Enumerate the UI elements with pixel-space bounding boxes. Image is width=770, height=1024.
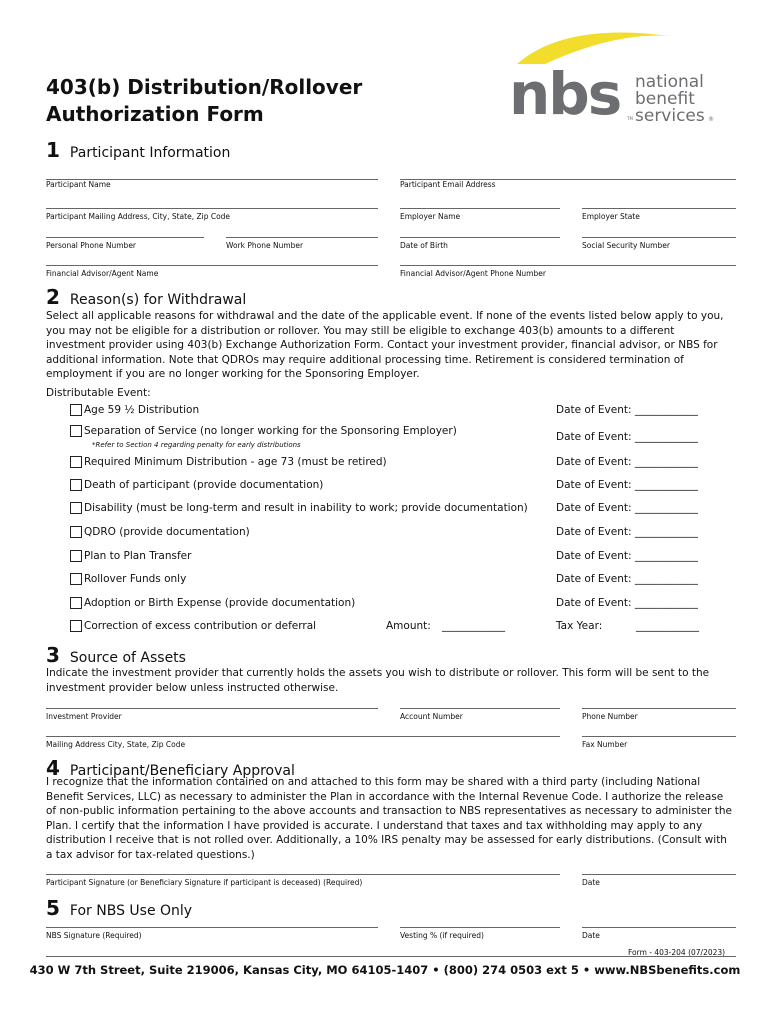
work-phone-field[interactable]: Work Phone Number — [226, 237, 378, 250]
footer-contact: 430 W 7th Street, Suite 219006, Kansas City, MO 64105-1407 • (800) 274 0503 ext 5 • www.NBSbenefits.com — [29, 963, 741, 977]
nbs-logo — [505, 22, 725, 132]
section-2-heading — [46, 285, 246, 309]
vesting-field[interactable]: Vesting % (if required) — [400, 927, 560, 940]
event-row-disability — [70, 502, 720, 520]
form-title-line2: Authorization Form — [46, 102, 264, 126]
logo-line3: services — [635, 106, 705, 126]
checkbox[interactable] — [70, 502, 82, 514]
section-3-title: Source of Assets — [69, 650, 186, 666]
logo-line2: benefit — [635, 89, 695, 109]
section-5-number: 5 — [46, 896, 60, 920]
section-3-heading — [46, 643, 186, 667]
date-of-event-field[interactable]: Date of Event: ____________ — [556, 526, 698, 538]
date-of-event-field[interactable]: Date of Event: ____________ — [556, 597, 698, 609]
event-label: Correction of excess contribution or deferral — [84, 620, 317, 632]
employer-state-field[interactable]: Employer State — [582, 208, 736, 221]
event-label: Age 59 ½ Distribution — [84, 404, 200, 416]
employer-name-field[interactable]: Employer Name — [400, 208, 560, 221]
tax-year-label: Tax Year: — [556, 620, 603, 632]
section-4-number: 4 — [46, 756, 60, 780]
advisor-name-field[interactable]: Financial Advisor/Agent Name — [46, 265, 378, 278]
distributable-event-label: Distributable Event: — [46, 387, 151, 399]
event-label: Separation of Service (no longer working for the Sponsoring Employer) — [84, 425, 457, 437]
advisor-phone-field[interactable]: Financial Advisor/Agent Phone Number — [400, 265, 736, 278]
date-of-event-field[interactable]: Date of Event: ____________ — [556, 479, 698, 491]
checkbox[interactable] — [70, 479, 82, 491]
event-row-transfer — [70, 550, 720, 568]
amount-field[interactable]: ____________ — [442, 620, 505, 632]
checkbox[interactable] — [70, 456, 82, 468]
section-2-intro: Select all applicable reasons for withdrawal and the date of the applicable event. If none of the events listed below apply to you, you may not be eligible for a distribution or rollover. You may still be eligible to exchange 403(b) amounts to a different investment provider using 403(b) Exchange Authorization Form. Contact your investment provider, financial advisor, or NBS for additional information. Note that QDROs may require additional processing time. Retirement is considered termination of employment if you are no longer working for the Sponsoring Employer. — [46, 310, 724, 381]
date-of-event-field[interactable]: Date of Event: ____________ — [556, 431, 698, 443]
event-row-qdro — [70, 526, 720, 544]
event-row-death — [70, 479, 720, 497]
section-5-title: For NBS Use Only — [69, 903, 193, 919]
checkbox[interactable] — [70, 526, 82, 538]
section-3-intro: Indicate the investment provider that currently holds the assets you wish to distribute or rollover. This form will be sent to the investment provider below unless instructed otherwise. — [46, 667, 710, 694]
date-of-event-field[interactable]: Date of Event: ____________ — [556, 456, 698, 468]
account-number-field[interactable]: Account Number — [400, 708, 560, 721]
event-row-separation — [70, 425, 720, 449]
section-5-heading — [46, 896, 192, 920]
form-number: Form - 403-204 (07/2023) — [628, 948, 726, 957]
logo-wordmark: nbs — [509, 60, 621, 128]
event-label: QDRO (provide documentation) — [84, 526, 250, 538]
section-4-text: I recognize that the information contained on and attached to this form may be shared with a third party (including National Benefit Services, LLC) as necessary to administer the Plan in accordance with the Internal Revenue Code. I authorize the release of non-public information pertaining to the above accounts and transaction to NBS representatives as necessary to administer the Plan. I certify that the information I have provided is accurate. I understand that taxes and tax withholding may apply to any distribution I receive that is not rolled over. Additionally, a 10% IRS penalty may be assessed for early distributions. (Consult with a tax advisor for tax-related questions.) — [46, 776, 732, 861]
form-title — [46, 74, 362, 128]
form-title-line1: 403(b) Distribution/Rollover — [46, 75, 363, 99]
date-of-event-field[interactable]: Date of Event: ____________ — [556, 404, 698, 416]
section-2-title: Reason(s) for Withdrawal — [69, 292, 247, 308]
event-row-excess — [70, 620, 720, 638]
section-1-number: 1 — [46, 138, 60, 162]
checkbox[interactable] — [70, 425, 82, 437]
event-label: Disability (must be long-term and result in inability to work; provide documentation) — [84, 502, 528, 514]
event-label: Death of participant (provide documentation) — [84, 479, 324, 491]
checkbox[interactable] — [70, 573, 82, 585]
amount-label: Amount: — [386, 620, 431, 632]
phone-number-field[interactable]: Phone Number — [582, 708, 736, 721]
event-label: Plan to Plan Transfer — [84, 550, 192, 562]
ssn-field[interactable]: Social Security Number — [582, 237, 736, 250]
section-1-heading — [46, 138, 230, 162]
section-4-title: Participant/Beneficiary Approval — [69, 763, 295, 779]
dob-field[interactable]: Date of Birth — [400, 237, 560, 250]
date-of-event-field[interactable]: Date of Event: ____________ — [556, 550, 698, 562]
section-2-number: 2 — [46, 285, 60, 309]
fax-number-field[interactable]: Fax Number — [582, 736, 736, 749]
mailing-address-field[interactable]: Participant Mailing Address, City, State, Zip Code — [46, 208, 378, 221]
logo-reg: ® — [708, 116, 714, 123]
event-label: Required Minimum Distribution - age 73 (must be retired) — [84, 456, 387, 468]
participant-name-label: Participant Name — [46, 180, 111, 189]
event-row-adoption — [70, 597, 720, 615]
footer-divider — [46, 956, 736, 957]
separation-note: *Refer to Section 4 regarding penalty for early distributions — [92, 441, 301, 449]
nbs-date-field[interactable]: Date — [582, 927, 736, 940]
logo-tm: TM — [627, 116, 633, 121]
checkbox[interactable] — [70, 550, 82, 562]
checkbox[interactable] — [70, 620, 82, 632]
section-1-title: Participant Information — [69, 145, 231, 161]
date-of-event-field[interactable]: Date of Event: ____________ — [556, 573, 698, 585]
nbs-signature-field[interactable]: NBS Signature (Required) — [46, 927, 378, 940]
event-label: Rollover Funds only — [84, 573, 187, 585]
investment-provider-field[interactable]: Investment Provider — [46, 708, 378, 721]
participant-signature-date-field[interactable]: Date — [582, 874, 736, 887]
personal-phone-field[interactable]: Personal Phone Number — [46, 237, 204, 250]
event-row-rollover — [70, 573, 720, 591]
participant-email-label: Participant Email Address — [400, 180, 496, 189]
logo-line1: national — [635, 72, 704, 92]
event-row-rmd — [70, 456, 720, 474]
date-of-event-field[interactable]: Date of Event: ____________ — [556, 502, 698, 514]
event-row-age — [70, 404, 720, 422]
checkbox[interactable] — [70, 597, 82, 609]
provider-mailing-address-field[interactable]: Mailing Address City, State, Zip Code — [46, 736, 560, 749]
checkbox[interactable] — [70, 404, 82, 416]
participant-signature-field[interactable]: Participant Signature (or Beneficiary Signature if participant is deceased) (Required) — [46, 874, 560, 887]
tax-year-field[interactable]: ____________ — [636, 620, 699, 632]
section-3-number: 3 — [46, 643, 60, 667]
event-label: Adoption or Birth Expense (provide documentation) — [84, 597, 356, 609]
